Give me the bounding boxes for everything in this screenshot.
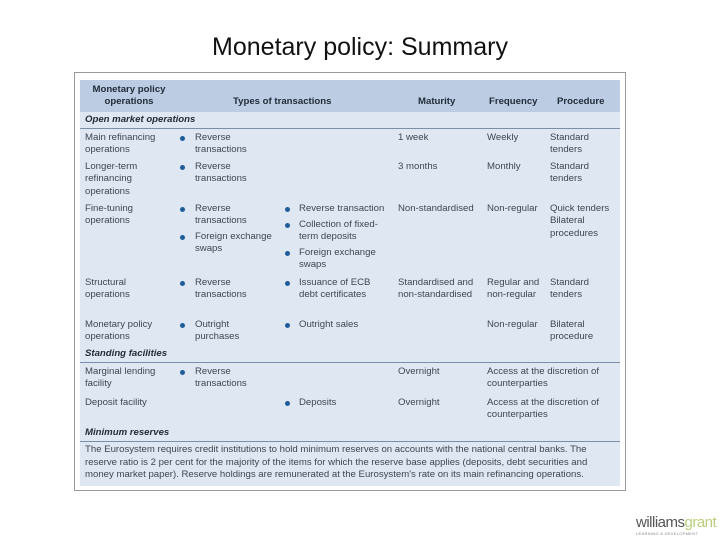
transaction-type: Reverse transactions xyxy=(195,161,247,185)
bullet-icon xyxy=(180,370,185,375)
operation-name: Monetary policy operations xyxy=(85,319,153,343)
operation-name: Structural operations xyxy=(85,277,130,301)
operation-name: Deposit facility xyxy=(85,397,147,408)
header-maturity: Maturity xyxy=(418,96,456,107)
bullet-icon xyxy=(180,281,185,286)
divider xyxy=(80,362,620,363)
procedure: Standard tenders xyxy=(550,132,589,156)
header-procedure: Procedure xyxy=(557,96,605,107)
bullet-icon xyxy=(180,136,185,141)
transaction-type: Outright purchases xyxy=(195,319,240,343)
procedure: Standard tenders xyxy=(550,161,589,185)
transaction-type: Reverse transaction xyxy=(299,203,385,214)
operation-name: Longer-term refinancing operations xyxy=(85,161,138,197)
procedure: Quick tenders Bilateral procedures xyxy=(550,203,610,239)
transaction-type: Reverse transactions xyxy=(195,132,247,156)
section-standing-facilities: Standing facilities xyxy=(85,348,168,359)
operation-name: Fine-tuning operations xyxy=(85,203,133,227)
transaction-type: Deposits xyxy=(299,397,337,408)
divider xyxy=(80,128,620,129)
bullet-icon xyxy=(180,207,185,212)
transaction-type: Reverse transactions xyxy=(195,203,247,227)
divider xyxy=(80,441,620,442)
header-frequency: Frequency xyxy=(489,96,538,107)
maturity: 1 week xyxy=(398,132,429,143)
procedure: Standard tenders xyxy=(550,277,589,301)
bullet-icon xyxy=(285,251,290,256)
transaction-type: Issuance of ECB debt certificates xyxy=(299,277,371,301)
frequency: Weekly xyxy=(487,132,519,143)
bullet-icon xyxy=(180,323,185,328)
bullet-icon xyxy=(285,207,290,212)
maturity: Standardised and non-standardised xyxy=(398,277,474,301)
company-logo xyxy=(636,514,716,531)
slide-title: Monetary policy: Summary xyxy=(212,33,508,61)
header-types: Types of transactions xyxy=(233,96,332,107)
access-procedure: Access at the discretion of counterparties xyxy=(487,397,599,421)
transaction-type: Collection of fixed- term deposits xyxy=(299,219,378,243)
frequency: Monthly xyxy=(487,161,521,172)
maturity: Overnight xyxy=(398,366,440,377)
bullet-icon xyxy=(285,323,290,328)
bullet-icon xyxy=(285,401,290,406)
operation-name: Marginal lending facility xyxy=(85,366,156,390)
operation-name: Main refinancing operations xyxy=(85,132,156,156)
minimum-reserves-text: The Eurosystem requires credit institutions to hold minimum reserves on accounts with the national central banks. The reserve ratio is 2 per cent for the majority of the items for which the reserve base applies (deposits, debt securities and money market paper). Reserve holdings are remunerated at the Eurosystem's rate on its main refinancing operations. xyxy=(85,444,588,481)
procedure: Bilateral procedure xyxy=(550,319,594,343)
section-open-market: Open market operations xyxy=(85,114,196,125)
maturity: Non-standardised xyxy=(398,203,474,214)
bullet-icon xyxy=(285,223,290,228)
logo-text-accent: grant xyxy=(684,514,717,531)
frequency: Non-regular xyxy=(487,203,538,214)
frequency: Regular and non-regular xyxy=(487,277,540,301)
section-minimum-reserves: Minimum reserves xyxy=(85,427,170,438)
bullet-icon xyxy=(180,235,185,240)
maturity: Overnight xyxy=(398,397,440,408)
transaction-type: Foreign exchange swaps xyxy=(195,231,272,255)
header-operations: Monetary policy operations xyxy=(92,84,166,108)
access-procedure: Access at the discretion of counterparties xyxy=(487,366,599,390)
transaction-type: Reverse transactions xyxy=(195,366,247,390)
bullet-icon xyxy=(180,165,185,170)
transaction-type: Reverse transactions xyxy=(195,277,247,301)
maturity: 3 months xyxy=(398,161,438,172)
bullet-icon xyxy=(285,281,290,286)
frequency: Non-regular xyxy=(487,319,538,330)
logo-tagline: LEARNING & DEVELOPMENT xyxy=(636,531,699,536)
transaction-type: Foreign exchange swaps xyxy=(299,247,376,271)
logo-text: williams xyxy=(636,514,685,531)
transaction-type: Outright sales xyxy=(299,319,359,330)
